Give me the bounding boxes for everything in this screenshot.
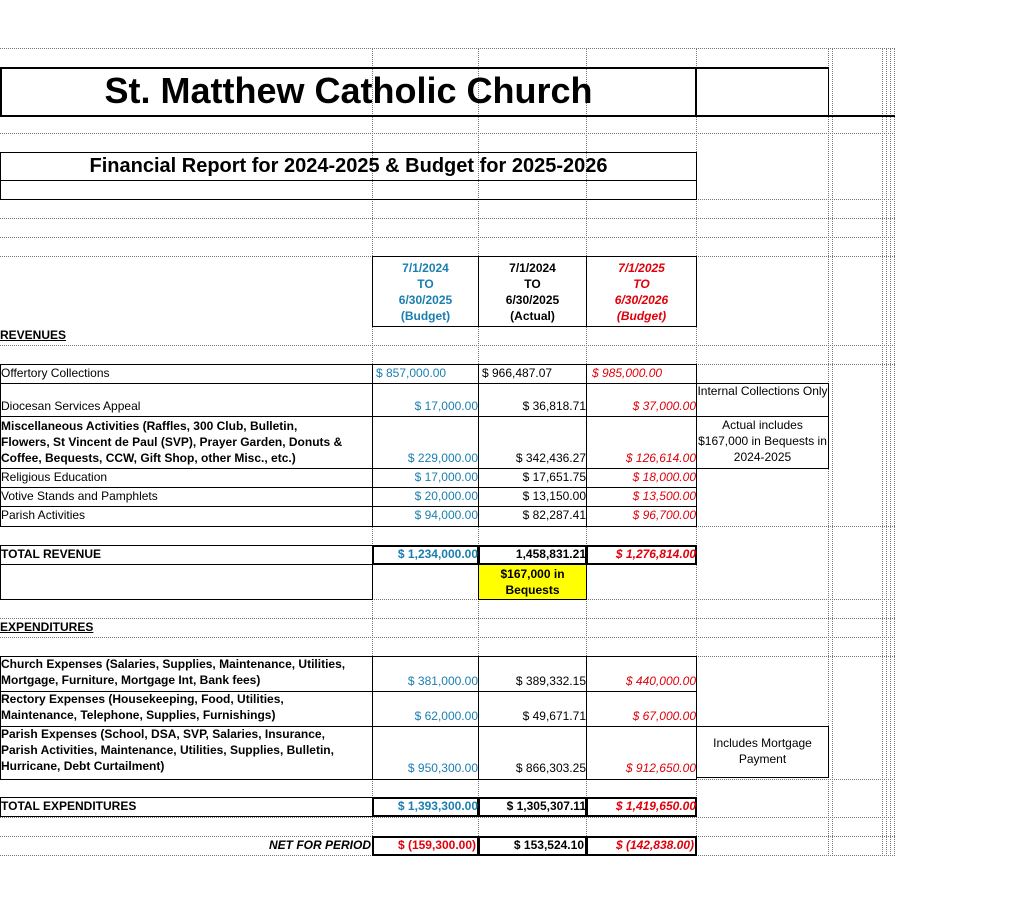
- net-budget-next: $ (142,838.00): [615, 838, 694, 852]
- revenue-budget: $ 17,000.00: [414, 399, 478, 413]
- net-label: NET FOR PERIOD: [268, 838, 371, 852]
- header-actual-2025-line2: TO: [524, 277, 541, 291]
- revenue-label: Votive Stands and Pamphlets: [1, 489, 158, 503]
- revenue-budget: $ 94,000.00: [414, 508, 478, 522]
- grid-line: [0, 345, 895, 346]
- revenue-budget-next: $ 126,614.00: [625, 451, 696, 465]
- total-revenue-budget: $ 1,234,000.00: [397, 547, 478, 561]
- header-budget-2025-line1: 7/1/2024: [402, 261, 449, 275]
- expense-actual: $ 866,303.25: [515, 761, 586, 775]
- grid-line: [0, 817, 895, 818]
- expense-budget: $ 950,300.00: [407, 761, 478, 775]
- total-expenditures-budget-next: $ 1,419,650.00: [615, 799, 696, 813]
- total-expenditures-label: TOTAL EXPENDITURES: [1, 799, 137, 813]
- grid-line: [886, 48, 887, 856]
- revenue-label-line: Coffee, Bequests, CCW, Gift Shop, other Misc., etc.): [1, 451, 296, 465]
- revenue-budget: $ 229,000.00: [407, 451, 478, 465]
- header-budget-2025-line3: 6/30/2025: [398, 293, 453, 307]
- expense-label-line: Parish Activities, Maintenance, Utilities, Supplies, Bulletin,: [1, 743, 334, 757]
- row-box: [0, 564, 373, 600]
- expense-budget: $ 62,000.00: [414, 709, 478, 723]
- bequests-note: $167,000 in Bequests: [500, 567, 565, 597]
- header-budget-2025-line2: TO: [417, 277, 434, 291]
- expense-label-line: Mortgage, Furniture, Mortgage Int, Bank fees): [1, 673, 261, 687]
- revenue-actual: $ 36,818.71: [522, 399, 586, 413]
- expense-label-line: Hurricane, Debt Curtailment): [1, 759, 165, 773]
- header-budget-2026-line3: 6/30/2026: [614, 293, 669, 307]
- header-actual-2025-line1: 7/1/2024: [509, 261, 556, 275]
- revenue-label: Religious Education: [1, 470, 108, 484]
- total-revenue-label: TOTAL REVENUE: [1, 547, 102, 561]
- revenue-actual: $ 82,287.41: [522, 508, 586, 522]
- report-title: Financial Report for 2024-2025 & Budget for 2025-2026: [89, 155, 608, 177]
- grid-line: [0, 218, 895, 219]
- expense-label-line: Parish Expenses (School, DSA, SVP, Salaries, Insurance,: [1, 727, 325, 741]
- revenue-actual: $ 13,150.00: [522, 489, 586, 503]
- total-revenue-budget-next: $ 1,276,814.00: [615, 547, 696, 561]
- total-expenditures-actual: $ 1,305,307.11: [506, 799, 586, 813]
- header-budget-2025-line4: (Budget): [400, 309, 451, 323]
- grid-line: [832, 48, 833, 856]
- blank-row-box: [0, 180, 697, 200]
- revenue-label: Offertory Collections: [1, 366, 110, 380]
- net-actual: $ 153,524.10: [513, 838, 584, 852]
- revenue-actual: $ 17,651.75: [522, 470, 586, 484]
- grid-line: [0, 237, 895, 238]
- revenue-label-line: Flowers, St Vincent de Paul (SVP), Prayer Garden, Donuts &: [1, 435, 343, 449]
- grid-line: [890, 48, 891, 856]
- title-box-extension: [696, 67, 829, 117]
- grid-line: [0, 637, 895, 638]
- revenue-note: Internal Collections Only: [697, 384, 828, 398]
- revenue-budget-next: $ 13,500.00: [632, 489, 696, 503]
- revenue-budget-next: $ 96,700.00: [632, 508, 696, 522]
- revenue-actual: $ 966,487.07: [482, 366, 553, 380]
- grid-line: [0, 133, 895, 134]
- revenue-label-line: Miscellaneous Activities (Raffles, 300 Club, Bulletin,: [1, 419, 298, 433]
- expense-note: Includes Mortgage Payment: [713, 736, 812, 766]
- grid-line: [882, 48, 883, 856]
- revenues-heading: REVENUES: [0, 328, 67, 342]
- expense-actual: $ 49,671.71: [522, 709, 586, 723]
- revenue-budget-next: $ 985,000.00: [592, 366, 663, 380]
- expense-label-line: Church Expenses (Salaries, Supplies, Maintenance, Utilities,: [1, 657, 346, 671]
- expense-label-line: Maintenance, Telephone, Supplies, Furnishings): [1, 708, 276, 722]
- revenue-note: Actual includes $167,000 in Bequests in 2024-2025: [698, 418, 827, 464]
- header-actual-2025-line4: (Actual): [510, 309, 555, 323]
- grid-line: [0, 48, 895, 49]
- revenue-label: Parish Activities: [1, 508, 86, 522]
- revenue-budget: $ 857,000.00: [376, 366, 447, 380]
- expense-budget-next: $ 67,000.00: [632, 709, 696, 723]
- header-budget-2026-line1: 7/1/2025: [618, 261, 665, 275]
- header-actual-2025-line3: 6/30/2025: [505, 293, 560, 307]
- church-name: St. Matthew Catholic Church: [104, 70, 593, 111]
- header-budget-2026-line2: TO: [633, 277, 650, 291]
- revenue-budget-next: $ 18,000.00: [632, 470, 696, 484]
- grid-line: [894, 48, 895, 856]
- revenue-budget: $ 17,000.00: [414, 470, 478, 484]
- revenue-budget-next: $ 37,000.00: [632, 399, 696, 413]
- expense-budget: $ 381,000.00: [407, 674, 478, 688]
- header-budget-2026-line4: (Budget): [616, 309, 667, 323]
- total-expenditures-budget: $ 1,393,300.00: [397, 799, 478, 813]
- revenue-actual: $ 342,436.27: [515, 451, 586, 465]
- total-revenue-actual: 1,458,831.21: [515, 547, 586, 561]
- expense-budget-next: $ 912,650.00: [625, 761, 696, 775]
- expense-label-line: Rectory Expenses (Housekeeping, Food, Utilities,: [1, 692, 284, 706]
- grid-line: [0, 618, 895, 619]
- expense-actual: $ 389,332.15: [515, 674, 586, 688]
- title-underline: [829, 115, 895, 117]
- revenue-label: Diocesan Services Appeal: [1, 399, 141, 413]
- net-budget: $ (159,300.00): [397, 838, 476, 852]
- expense-budget-next: $ 440,000.00: [625, 674, 696, 688]
- revenue-budget: $ 20,000.00: [414, 489, 478, 503]
- expenditures-heading: EXPENDITURES: [0, 620, 94, 634]
